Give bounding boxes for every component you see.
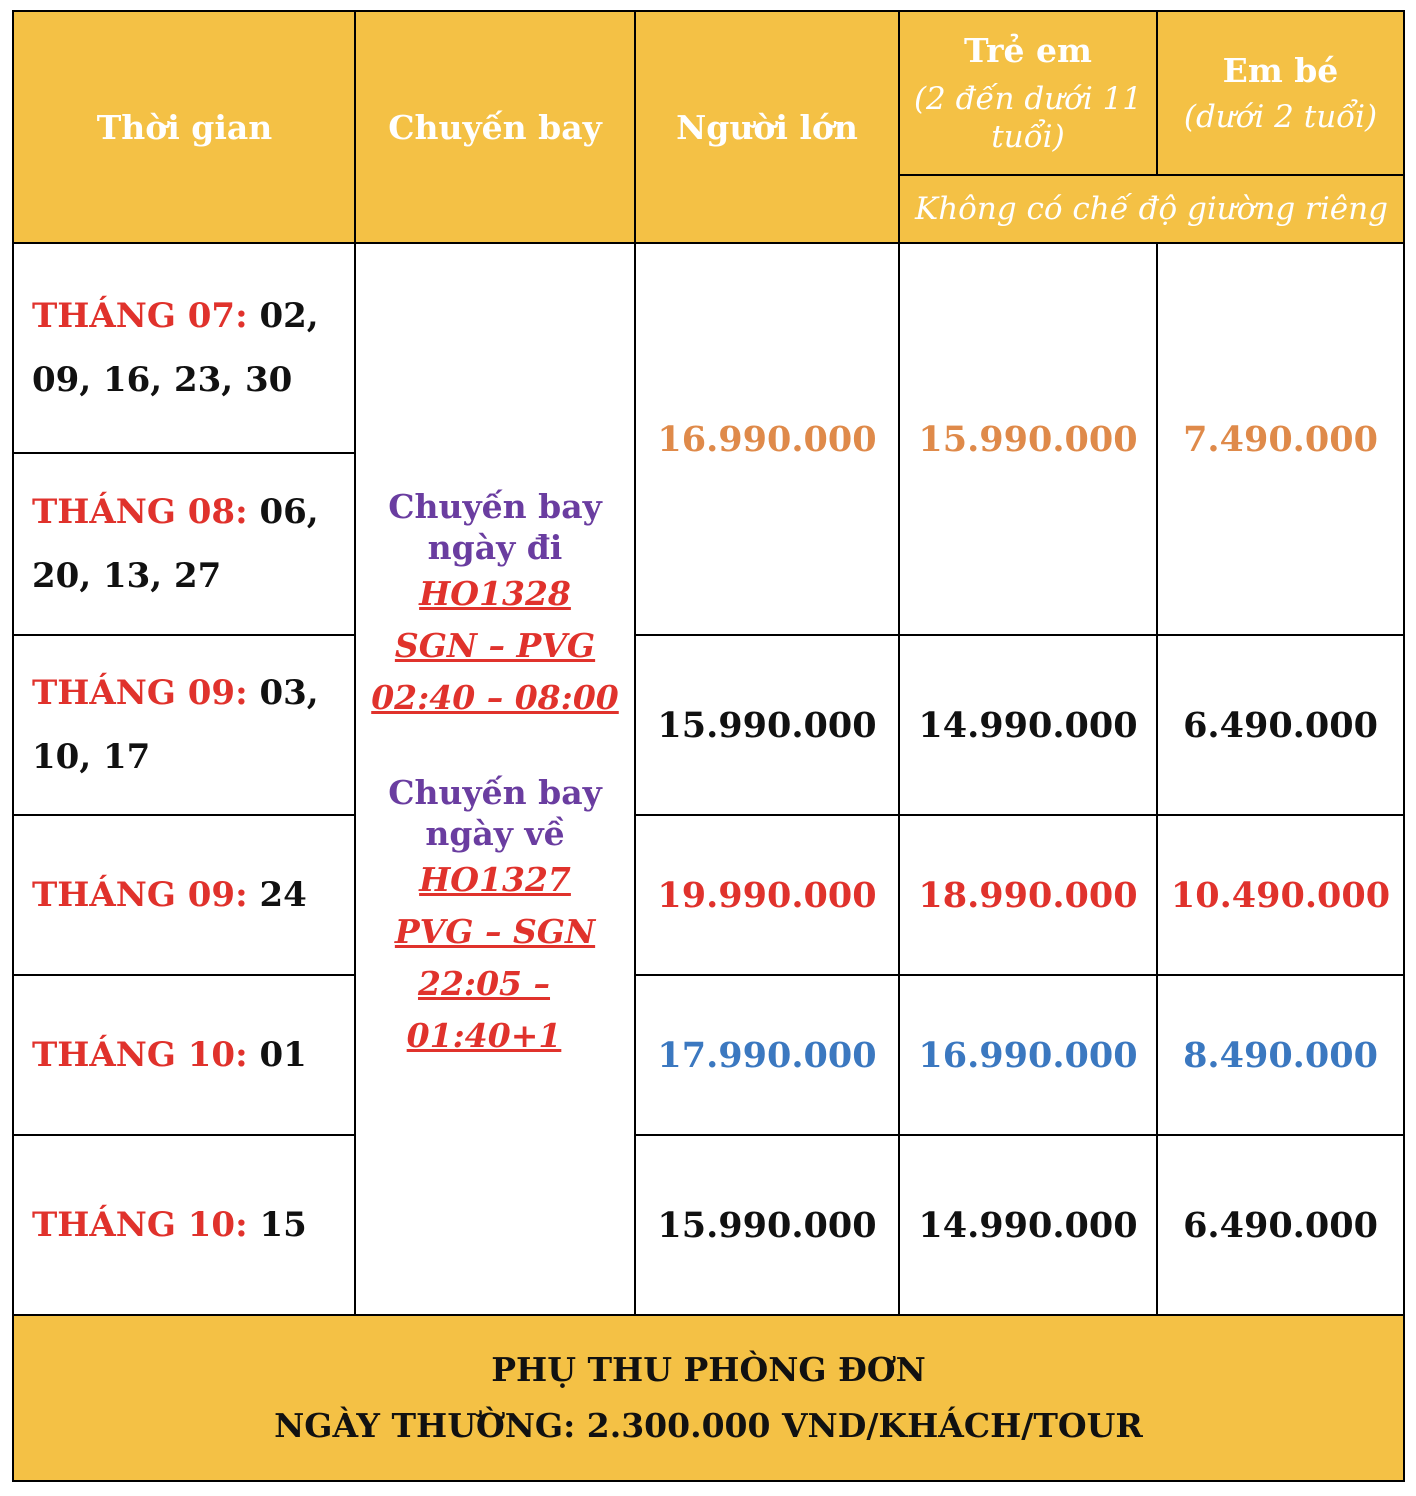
date-row-2-text	[32, 480, 341, 608]
header-time-label: Thời gian	[96, 107, 273, 147]
month-label: THÁNG 07:	[32, 296, 248, 336]
price-value: 16.990.000	[657, 418, 877, 460]
month-label: THÁNG 08:	[32, 492, 248, 532]
price-value: 8.490.000	[1183, 1034, 1378, 1076]
days-label: 01	[247, 1035, 307, 1075]
price-value: 15.990.000	[657, 704, 877, 746]
price-infant-row-5	[1158, 1136, 1403, 1314]
border-row4	[12, 974, 355, 976]
outbound-code: HO1328	[419, 574, 571, 613]
price-value: 6.490.000	[1183, 1204, 1378, 1246]
price-child-row-2	[900, 636, 1156, 814]
border-left	[12, 10, 14, 1482]
border-row1	[12, 452, 355, 454]
price-value: 16.990.000	[918, 1034, 1138, 1076]
border-col4	[1156, 242, 1158, 1316]
price-adult-row-3	[636, 816, 898, 974]
outbound-label-2: ngày đi	[427, 528, 563, 567]
border-row5-price	[634, 1134, 1405, 1136]
price-value: 6.490.000	[1183, 704, 1378, 746]
header-adult-label: Người lớn	[676, 107, 858, 147]
days-label: 06, 20, 13, 27	[32, 492, 319, 596]
header-flight-label: Chuyến bay	[388, 107, 602, 147]
date-row-4	[14, 816, 355, 974]
date-row-4-text	[32, 863, 307, 927]
price-value: 7.490.000	[1183, 418, 1378, 460]
header-flight	[356, 12, 634, 242]
price-value: 17.990.000	[657, 1034, 877, 1076]
header-child-sub: (2 đến dưới 11 tuổi)	[913, 80, 1143, 155]
price-child-row-5	[900, 1136, 1156, 1314]
border-row4-price	[634, 974, 1405, 976]
date-row-1	[14, 244, 355, 452]
date-row-5	[14, 976, 355, 1134]
border-col1	[354, 10, 356, 1316]
border-row3-price	[634, 814, 1405, 816]
return-label: Chuyến bay	[388, 773, 602, 812]
header-infant-title: Em bé	[1222, 50, 1339, 90]
outbound-time: 02:40 – 08:00	[371, 678, 619, 717]
date-row-3	[14, 636, 355, 814]
price-value: 14.990.000	[918, 704, 1138, 746]
header-infant-sub: (dưới 2 tuổi)	[1183, 98, 1378, 135]
border-col4-top	[1156, 10, 1158, 176]
days-label: 02, 09, 16, 23, 30	[32, 296, 319, 400]
date-row-3-text	[32, 661, 341, 789]
date-row-2	[14, 454, 355, 634]
return-route: PVG – SGN	[394, 912, 596, 951]
border-row3	[12, 814, 355, 816]
border-top	[12, 10, 1405, 12]
price-adult-row-2	[636, 636, 898, 814]
border-subheader	[898, 174, 1405, 176]
days-label: 24	[247, 875, 307, 915]
date-row-6-text	[32, 1193, 307, 1257]
price-infant-row-2	[1158, 636, 1403, 814]
price-value: 15.990.000	[657, 1204, 877, 1246]
price-adult-row-5	[636, 1136, 898, 1314]
price-value: 15.990.000	[918, 418, 1138, 460]
return-time: 22:05 – 01:40+1	[406, 964, 562, 1055]
border-bottom	[12, 1480, 1405, 1482]
surcharge-title: PHỤ THU PHÒNG ĐƠN	[491, 1350, 926, 1389]
price-value: 14.990.000	[918, 1204, 1138, 1246]
days-label: 03, 10, 17	[32, 673, 319, 777]
border-header-bottom	[12, 242, 1405, 244]
price-value: 10.490.000	[1170, 874, 1391, 916]
single-room-surcharge	[14, 1316, 1403, 1480]
date-row-6	[14, 1136, 355, 1314]
header-no-bed-label: Không có chế độ giường riêng	[915, 191, 1388, 227]
header-time	[14, 12, 355, 242]
header-adult	[636, 12, 898, 242]
month-label: THÁNG 09:	[32, 875, 248, 915]
flight-info	[356, 244, 634, 1314]
price-value: 19.990.000	[657, 874, 877, 916]
header-child-title: Trẻ em	[964, 30, 1092, 70]
outbound-route: SGN – PVG	[394, 626, 596, 665]
days-label: 15	[247, 1205, 307, 1245]
price-value: 18.990.000	[918, 874, 1138, 916]
date-row-5-text	[32, 1023, 307, 1087]
header-child	[900, 12, 1156, 174]
month-label: THÁNG 10:	[32, 1035, 248, 1075]
border-row2	[12, 634, 355, 636]
border-right	[1403, 10, 1405, 1482]
price-infant-row-3	[1158, 816, 1403, 974]
border-body-bottom	[12, 1314, 1405, 1316]
border-row5	[12, 1134, 355, 1136]
border-col2	[634, 10, 636, 1316]
price-child-row-1	[900, 244, 1156, 634]
border-row2-price	[634, 634, 1405, 636]
return-code: HO1327	[419, 860, 571, 899]
price-child-row-3	[900, 816, 1156, 974]
month-label: THÁNG 10:	[32, 1205, 248, 1245]
price-adult-row-4	[636, 976, 898, 1134]
price-child-row-4	[900, 976, 1156, 1134]
return-label-2: ngày về	[425, 814, 565, 853]
header-no-bed	[900, 176, 1403, 242]
surcharge-detail: NGÀY THƯỜNG: 2.300.000 VND/KHÁCH/TOUR	[274, 1406, 1143, 1445]
price-adult-row-1	[636, 244, 898, 634]
border-col3	[898, 10, 900, 1316]
price-infant-row-4	[1158, 976, 1403, 1134]
date-row-1-text	[32, 284, 341, 412]
month-label: THÁNG 09:	[32, 673, 248, 713]
outbound-label: Chuyến bay	[388, 487, 602, 526]
header-infant	[1158, 12, 1403, 174]
price-infant-row-1	[1158, 244, 1403, 634]
